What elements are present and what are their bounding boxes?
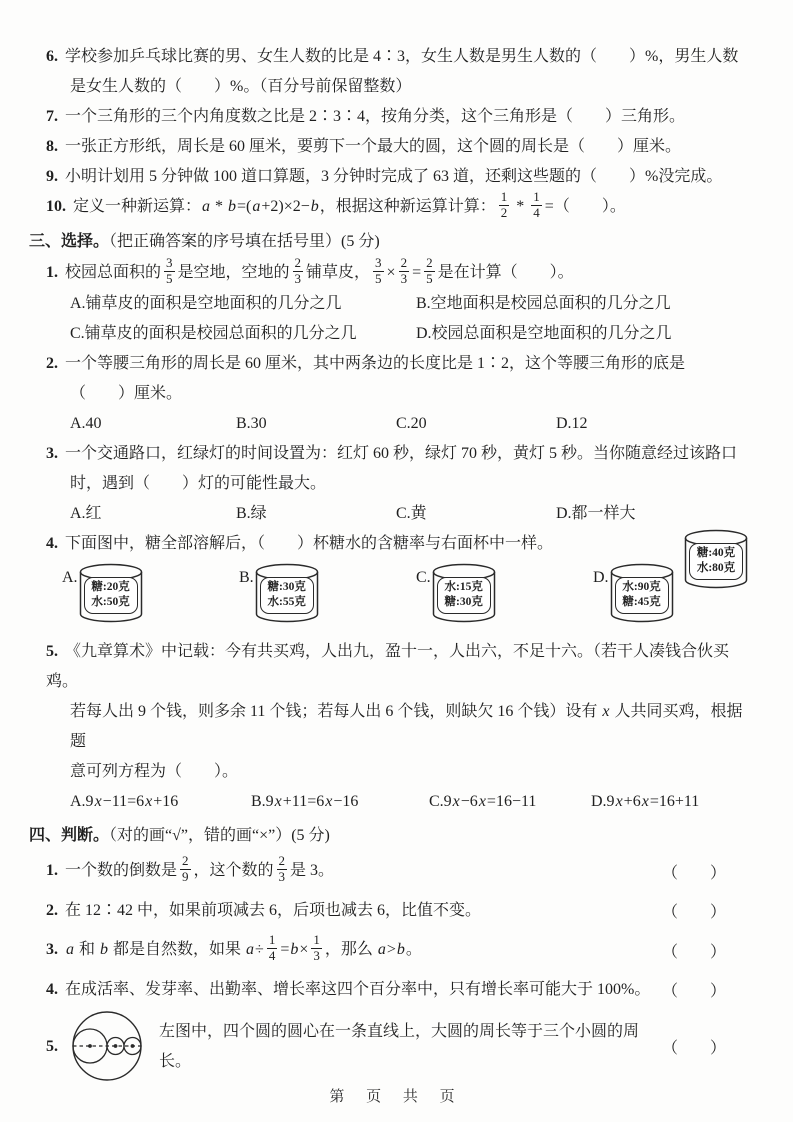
reference-cup [684, 529, 748, 595]
choice-question-3 [46, 439, 750, 529]
question-text: a 和 b 都是自然数，如果 a÷ $\frac{1}{4}$ =b× $\frac{1}{3}$ ，那么 a>b。 [66, 931, 422, 963]
fraction: $\frac{2}{3}$ [294, 254, 302, 286]
option-c: C.铺草皮的面积是校园总面积的几分之几 [70, 324, 357, 342]
fraction: $\frac{3}{5}$ [166, 254, 173, 286]
judge-question-1 [46, 852, 750, 887]
question-text: 一张正方形纸，周长是 60 厘米，要剪下一个最大的圆，这个圆的周长是（ ）厘米。 [65, 138, 682, 155]
circles-diagram [65, 1008, 151, 1086]
option-b: B.空地面积是校园总面积的几分之几 [416, 294, 671, 312]
page-footer [0, 1085, 793, 1106]
question-number: 7. [46, 108, 58, 125]
question-number: 2. [46, 354, 58, 372]
option-d: D.都一样大 [556, 504, 636, 522]
cup-letter: B. [239, 568, 254, 586]
choice-q5-options [46, 787, 750, 817]
math-variable: a [66, 940, 74, 958]
option-a: A.红 [70, 504, 102, 522]
option-b: B.30 [236, 414, 267, 432]
question-number: 5. [46, 642, 58, 660]
answer-blank: （ ） [661, 864, 726, 882]
cup-figure [432, 563, 496, 629]
math-variable: b [100, 940, 109, 958]
section-title: 四、判断。 [29, 826, 110, 844]
cup-figure [610, 563, 674, 629]
question-text: 校园总面积的 $\frac{3}{5}$ 是空地，空地的 $\frac{2}{3}$ 铺草皮， $\frac{3}{5}$ × $\frac{2}{3}$ = $\frac{2}{5}$ 是在计算（ ）。 [65, 254, 574, 286]
math-variable: a [202, 198, 211, 216]
fill-question-9 [46, 162, 750, 192]
question-text: 是女生人数的（ ）%。（百分号前保留整数） [70, 78, 412, 95]
question-number: 3. [46, 941, 58, 959]
question-text: 小明计划用 5 分钟做 100 道口算题，3 分钟时完成了 63 道，还剩这些题的（ ）%没完成。 [65, 168, 723, 185]
cup-figure [79, 563, 143, 629]
exam-content [29, 42, 750, 1089]
fill-question-10 [46, 189, 750, 223]
cup-b [239, 563, 416, 629]
fraction: $\frac{1}{4}$ [268, 931, 276, 963]
question-number: 3. [46, 444, 58, 462]
math-variable: a [246, 940, 255, 958]
question-text: 在 12∶42 中，如果前项减去 6，后项也减去 6，比值不变。 [65, 901, 482, 919]
choice-q1-options [46, 289, 750, 349]
question-text: （ ）厘米。 [70, 384, 183, 402]
cup-letter: A. [62, 568, 78, 586]
answer-blank: （ ） [661, 904, 726, 922]
question-text: 定义一种新运算：a * b=(a+2)×2−b，根据这种新运算计算： $\frac{1}{2}$ * $\frac{1}{4}$ =（ ）。 [73, 189, 626, 220]
math-variable: x [145, 792, 153, 810]
cup-letter: D. [593, 568, 609, 586]
question-text: 时，遇到（ ）灯的可能性最大。 [70, 474, 327, 492]
fraction: $\frac{2}{5}$ [426, 254, 433, 286]
math-variable: b [228, 198, 237, 216]
math-variable: b [310, 198, 319, 216]
question-text: 一个等腰三角形的周长是 60 厘米，其中两条边的长度比是 1∶2，这个等腰三角形的底是 [65, 354, 686, 372]
question-number: 2. [46, 901, 58, 919]
question-number: 4. [46, 534, 58, 552]
choice-question-4 [46, 529, 750, 629]
section-note: （对的画“√”，错的画“×”）(5 分) [109, 826, 330, 844]
math-variable: a [377, 940, 386, 958]
option-a: A.铺草皮的面积是空地面积的几分之几 [70, 294, 342, 312]
question-text: 下面图中，糖全部溶解后，（ ）杯糖水的含糖率与右面杯中一样。 [65, 534, 554, 552]
math-variable: x [641, 792, 649, 810]
question-text: 《九章算术》中记载：今有共买鸡，人出九，盈十一，人出六，不足十六。（若干人凑钱合伙买鸡。 [46, 642, 730, 690]
option-d: D.12 [556, 414, 588, 432]
option-c: C.9x−6x=16−11 [429, 792, 537, 810]
option-c: C.20 [396, 414, 427, 432]
option-a: A.40 [70, 414, 102, 432]
option-a: A.9x−11=6x+16 [70, 792, 179, 810]
question-text: 一个交通路口，红绿灯的时间设置为：红灯 60 秒，绿灯 70 秒，黄灯 5 秒。当你随意经过该路口 [65, 444, 738, 462]
choice-q3-options [46, 499, 750, 529]
option-b: B.9x+11=6x−16 [251, 792, 359, 810]
fraction: $\frac{1}{3}$ [313, 931, 320, 963]
question-number: 4. [46, 980, 58, 998]
fraction: $\frac{2}{3}$ [400, 254, 408, 286]
math-variable: x [274, 792, 282, 810]
math-variable: x [94, 792, 102, 810]
cups-row [46, 563, 750, 629]
question-text: 一个数的倒数是 $\frac{2}{9}$ ，这个数的 $\frac{2}{3}$ 是 3。 [65, 852, 335, 884]
answer-blank: （ ） [661, 1040, 726, 1057]
choice-question-5 [46, 637, 750, 817]
judge-question-4 [46, 975, 750, 1005]
option-b: B.绿 [236, 504, 267, 522]
answer-blank: （ ） [661, 943, 726, 961]
option-d: D.9x+6x=16+11 [591, 792, 700, 810]
choice-question-2 [46, 349, 750, 439]
question-number: 8. [46, 138, 58, 155]
question-text: 若每人出 9 个钱，则多余 11 个钱；若每人出 6 个钱，则缺欠 16 个钱）设有 x 人共同买鸡，根据题 [70, 702, 743, 750]
question-number: 9. [46, 168, 58, 185]
choice-q2-options [46, 409, 750, 439]
choice-section-header [29, 226, 750, 258]
cup-contents: 糖:20克 水:50克 [84, 577, 138, 614]
choice-question-1 [46, 254, 750, 349]
fraction: $\frac{1}{2}$ [500, 189, 508, 220]
page-footer-text: 第 页 共 页 [329, 1089, 464, 1105]
question-number: 1. [46, 263, 58, 281]
fill-question-6 [46, 42, 750, 102]
math-variable: x [325, 792, 333, 810]
cup-letter: C. [416, 568, 431, 586]
question-number: 5. [46, 1037, 58, 1055]
fraction: $\frac{1}{4}$ [533, 189, 540, 220]
math-variable: x [615, 792, 623, 810]
question-text: 一个三角形的三个内角度数之比是 2∶3∶4，按角分类，这个三角形是（ ）三角形。 [65, 108, 686, 125]
judge-question-5 [46, 1014, 750, 1080]
cup-c [416, 563, 593, 629]
option-d: D.校园总面积是空地面积的几分之几 [416, 324, 672, 342]
math-variable: x [478, 792, 486, 810]
math-variable: b [396, 940, 405, 958]
cup-contents: 水:15克 糖:30克 [437, 577, 491, 614]
fraction: $\frac{3}{5}$ [375, 254, 382, 286]
section-note: （把正确答案的序号填在括号里）(5 分) [109, 232, 380, 250]
answer-blank: （ ） [661, 983, 726, 1000]
question-number: 6. [46, 48, 58, 65]
question-number: 1. [46, 862, 58, 880]
cup-contents: 糖:30克 水:55克 [260, 577, 314, 614]
question-text: 学校参加乒乓球比赛的男、女生人数的比是 4∶3，女生人数是男生人数的（ ）%，男生人数 [65, 48, 739, 65]
question-number: 10. [46, 198, 66, 216]
cup-figure [255, 563, 319, 629]
cup-contents: 糖:40克 水:80克 [689, 543, 743, 580]
judge-question-3 [46, 931, 750, 966]
question-text: 左图中，四个圆的圆心在一条直线上，大圆的周长等于三个小圆的周长。 [159, 1022, 640, 1070]
math-variable: b [290, 940, 299, 958]
section-title: 三、选择。 [29, 232, 110, 250]
math-variable: a [252, 198, 261, 216]
question-text: 意可列方程为（ ）。 [70, 762, 239, 780]
fill-question-7 [46, 102, 750, 132]
judge-section-header [29, 820, 750, 852]
math-variable: x [602, 702, 610, 720]
fraction: $\frac{2}{3}$ [278, 852, 286, 884]
fill-question-8 [46, 132, 750, 162]
option-c: C.黄 [396, 504, 427, 522]
math-variable: x [452, 792, 460, 810]
cup-contents: 水:90克 糖:45克 [615, 577, 669, 614]
judge-question-2 [46, 896, 750, 926]
question-text: 在成活率、发芽率、出勤率、增长率这四个百分率中，只有增长率可能大于 100%。 [65, 980, 651, 998]
fraction: $\frac{2}{9}$ [182, 852, 189, 884]
cup-a [62, 563, 239, 629]
